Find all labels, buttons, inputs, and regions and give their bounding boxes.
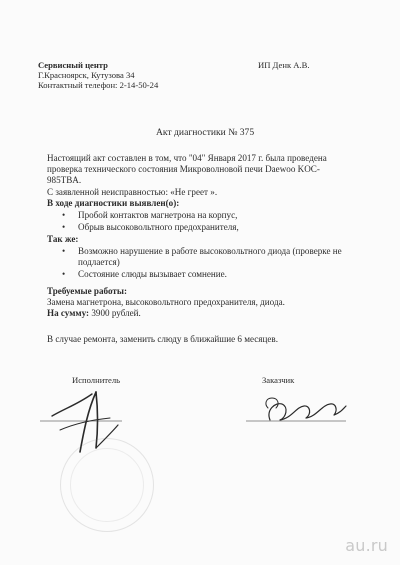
customer-label: Заказчик — [262, 375, 295, 385]
service-center-phone: Контактный телефон: 2-14-50-24 — [38, 80, 159, 90]
works-text: Замена магнетрона, высоковольтного предохранителя, диода. — [47, 297, 285, 307]
sum-value: 3900 рублей. — [91, 308, 141, 318]
repair-note: В случае ремонта, заменить слюду в ближайшие 6 месяцев. — [47, 334, 278, 344]
stamp-seal-inner — [70, 448, 144, 522]
service-center-name: Сервисный центр — [38, 60, 108, 70]
also-item-1-text: Возможно нарушение в работе высоковольтного диода (проверке не — [78, 246, 342, 256]
company-name: ИП Денк А.В. — [258, 60, 310, 70]
document-title: Акт диагностики № 375 — [156, 127, 255, 138]
bullet-icon: • — [62, 246, 66, 256]
works-heading: Требуемые работы: — [47, 286, 127, 296]
intro-line-3: 985TBA. — [47, 175, 82, 185]
found-item-2-text: Обрыв высоковольтного предохранителя, — [78, 222, 239, 232]
intro-line-1: Настоящий акт составлен в том, что "04" Января 2017 г. была проведена — [47, 153, 327, 163]
bullet-icon: • — [62, 269, 66, 279]
found-item-1-text: Пробой контактов магнетрона на корпус, — [78, 210, 238, 220]
executor-label: Исполнитель — [72, 375, 121, 385]
found-heading: В ходе диагностики выявлен(о): — [47, 198, 180, 208]
intro-line-2: проверка технического состояния Микроволновой печи Daewoo KOC- — [47, 164, 320, 174]
bullet-icon: • — [62, 210, 66, 220]
complaint-line: С заявленной неисправностью: «Не греет ». — [47, 187, 218, 197]
service-center-address: Г.Красноярск, Кутузова 34 — [38, 70, 135, 80]
sum-label: На сумму: — [47, 308, 90, 318]
also-item-2-text: Состояние слюды вызывает сомнение. — [78, 269, 227, 279]
also-heading: Так же: — [47, 234, 79, 244]
also-item-1-cont-text: подлается) — [78, 257, 120, 267]
watermark: au.ru — [345, 536, 388, 555]
bullet-icon: • — [62, 222, 66, 232]
